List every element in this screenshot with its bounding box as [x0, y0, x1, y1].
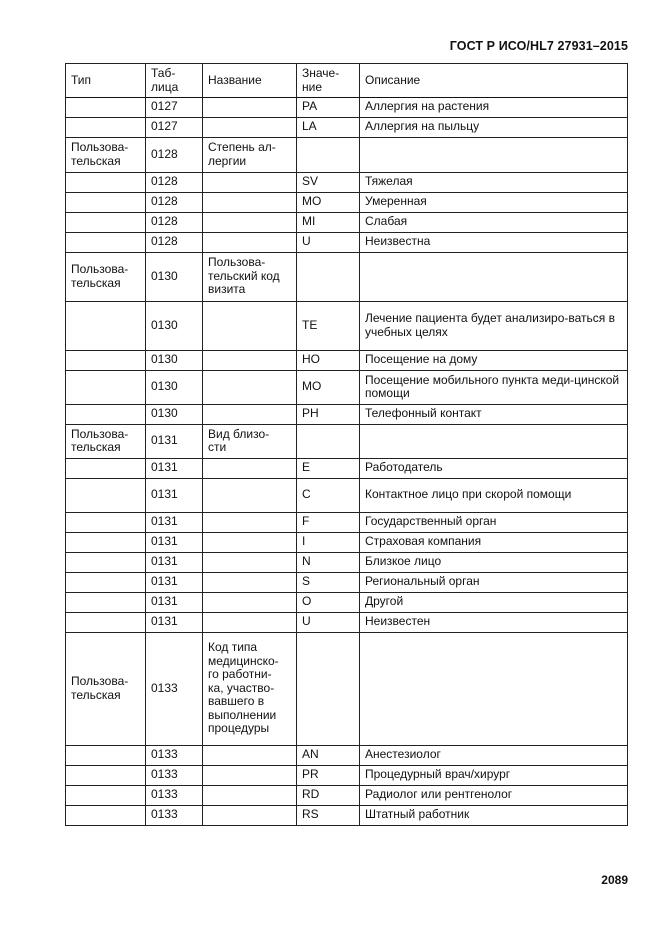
- cell-type: [66, 766, 146, 786]
- table-row: [66, 253, 628, 302]
- cell-value: [297, 253, 360, 302]
- cell-table: 0130: [146, 253, 203, 302]
- cell-value: PR: [297, 766, 360, 786]
- cell-type: [66, 193, 146, 213]
- cell-type: Пользова- тельская: [66, 425, 146, 459]
- cell-type: [66, 786, 146, 806]
- cell-type: Пользова- тельская: [66, 633, 146, 746]
- cell-name: [203, 806, 297, 826]
- cell-value: RS: [297, 806, 360, 826]
- table-row: [66, 371, 628, 405]
- table-row: [66, 479, 628, 513]
- cell-value: [297, 633, 360, 746]
- cell-type: [66, 533, 146, 553]
- cell-description: Посещение на дому: [360, 351, 628, 371]
- cell-name: Код типа медицинско- го работни- ка, участво- вавшего в выполнении процедуры: [203, 633, 297, 746]
- cell-name: Вид близо- сти: [203, 425, 297, 459]
- cell-value: PH: [297, 405, 360, 425]
- cell-name: [203, 405, 297, 425]
- cell-value: [297, 425, 360, 459]
- cell-table: 0127: [146, 118, 203, 138]
- cell-value: F: [297, 513, 360, 533]
- cell-table: 0131: [146, 593, 203, 613]
- cell-table: 0130: [146, 405, 203, 425]
- cell-value: MI: [297, 213, 360, 233]
- cell-name: Степень ал- лергии: [203, 138, 297, 173]
- cell-name: [203, 533, 297, 553]
- cell-name: [203, 786, 297, 806]
- cell-value: [297, 138, 360, 173]
- cell-description: Умеренная: [360, 193, 628, 213]
- cell-description: Неизвестна: [360, 233, 628, 253]
- cell-table: 0133: [146, 806, 203, 826]
- table-row: [66, 405, 628, 425]
- cell-table: 0127: [146, 98, 203, 118]
- cell-description: Работодатель: [360, 459, 628, 479]
- cell-type: [66, 371, 146, 405]
- cell-type: [66, 173, 146, 193]
- cell-description: Страховая компания: [360, 533, 628, 553]
- table-row: [66, 425, 628, 459]
- cell-type: [66, 479, 146, 513]
- cell-description: Процедурный врач/хирург: [360, 766, 628, 786]
- cell-name: [203, 479, 297, 513]
- cell-name: [203, 351, 297, 371]
- cell-name: [203, 513, 297, 533]
- cell-table: 0130: [146, 351, 203, 371]
- cell-description: [360, 633, 628, 746]
- column-header-type: Тип: [66, 64, 146, 98]
- cell-name: Пользова- тельский код визита: [203, 253, 297, 302]
- cell-type: [66, 573, 146, 593]
- cell-value: U: [297, 613, 360, 633]
- cell-table: 0131: [146, 479, 203, 513]
- table-row: [66, 573, 628, 593]
- cell-type: [66, 118, 146, 138]
- cell-description: Региональный орган: [360, 573, 628, 593]
- cell-type: [66, 302, 146, 351]
- cell-name: [203, 553, 297, 573]
- cell-table: 0133: [146, 746, 203, 766]
- code-table: [65, 63, 628, 826]
- table-row: [66, 193, 628, 213]
- page-number: 2089: [601, 873, 628, 887]
- table-row: [66, 138, 628, 173]
- cell-description: Посещение мобильного пункта меди-цинской помощи: [360, 371, 628, 405]
- cell-value: MO: [297, 371, 360, 405]
- table-row: [66, 533, 628, 553]
- cell-description: Близкое лицо: [360, 553, 628, 573]
- cell-name: [203, 371, 297, 405]
- cell-value: LA: [297, 118, 360, 138]
- cell-value: HO: [297, 351, 360, 371]
- column-header-name: Название: [203, 64, 297, 98]
- cell-description: Слабая: [360, 213, 628, 233]
- column-header-table: Таб- лица: [146, 64, 203, 98]
- cell-value: C: [297, 479, 360, 513]
- table-row: [66, 593, 628, 613]
- cell-value: SV: [297, 173, 360, 193]
- cell-table: 0128: [146, 173, 203, 193]
- cell-type: [66, 806, 146, 826]
- cell-description: [360, 425, 628, 459]
- table-row: [66, 459, 628, 479]
- table-row: [66, 513, 628, 533]
- cell-table: 0130: [146, 302, 203, 351]
- table-row: [66, 633, 628, 746]
- cell-value: E: [297, 459, 360, 479]
- cell-type: [66, 405, 146, 425]
- cell-name: [203, 213, 297, 233]
- table-header-row: [66, 64, 628, 98]
- cell-description: Анестезиолог: [360, 746, 628, 766]
- table-row: [66, 766, 628, 786]
- cell-name: [203, 593, 297, 613]
- cell-value: RD: [297, 786, 360, 806]
- table-row: [66, 553, 628, 573]
- table-row: [66, 351, 628, 371]
- cell-name: [203, 173, 297, 193]
- cell-type: [66, 459, 146, 479]
- cell-value: TE: [297, 302, 360, 351]
- cell-name: [203, 766, 297, 786]
- table-row: [66, 613, 628, 633]
- table-row: [66, 213, 628, 233]
- cell-value: O: [297, 593, 360, 613]
- cell-name: [203, 573, 297, 593]
- cell-type: [66, 351, 146, 371]
- cell-description: Телефонный контакт: [360, 405, 628, 425]
- cell-name: [203, 746, 297, 766]
- cell-table: 0131: [146, 533, 203, 553]
- cell-type: [66, 553, 146, 573]
- cell-value: PA: [297, 98, 360, 118]
- table-row: [66, 173, 628, 193]
- cell-name: [203, 118, 297, 138]
- table-row: [66, 98, 628, 118]
- cell-type: [66, 613, 146, 633]
- cell-table: 0131: [146, 613, 203, 633]
- cell-type: [66, 233, 146, 253]
- document-header: ГОСТ Р ИСО/HL7 27931–2015: [449, 39, 628, 53]
- cell-value: S: [297, 573, 360, 593]
- cell-description: Контактное лицо при скорой помощи: [360, 479, 628, 513]
- cell-name: [203, 302, 297, 351]
- cell-type: [66, 746, 146, 766]
- table-row: [66, 118, 628, 138]
- cell-type: [66, 593, 146, 613]
- cell-table: 0131: [146, 553, 203, 573]
- cell-description: Государственный орган: [360, 513, 628, 533]
- cell-type: [66, 213, 146, 233]
- cell-table: 0128: [146, 193, 203, 213]
- cell-description: [360, 138, 628, 173]
- table-row: [66, 786, 628, 806]
- cell-type: [66, 98, 146, 118]
- cell-table: 0131: [146, 425, 203, 459]
- cell-table: 0131: [146, 459, 203, 479]
- cell-description: Штатный работник: [360, 806, 628, 826]
- cell-description: Аллергия на пыльцу: [360, 118, 628, 138]
- cell-description: Другой: [360, 593, 628, 613]
- cell-description: Неизвестен: [360, 613, 628, 633]
- cell-table: 0131: [146, 513, 203, 533]
- cell-name: [203, 193, 297, 213]
- table-row: [66, 746, 628, 766]
- cell-description: [360, 253, 628, 302]
- cell-name: [203, 613, 297, 633]
- table-row: [66, 233, 628, 253]
- column-header-value: Значе- ние: [297, 64, 360, 98]
- cell-description: Аллергия на растения: [360, 98, 628, 118]
- cell-table: 0128: [146, 213, 203, 233]
- cell-type: Пользова- тельская: [66, 138, 146, 173]
- cell-table: 0128: [146, 233, 203, 253]
- cell-table: 0133: [146, 766, 203, 786]
- cell-table: 0131: [146, 573, 203, 593]
- cell-table: 0133: [146, 633, 203, 746]
- cell-name: [203, 233, 297, 253]
- cell-value: I: [297, 533, 360, 553]
- cell-table: 0128: [146, 138, 203, 173]
- cell-value: N: [297, 553, 360, 573]
- cell-value: AN: [297, 746, 360, 766]
- table-row: [66, 806, 628, 826]
- cell-name: [203, 98, 297, 118]
- cell-name: [203, 459, 297, 479]
- cell-type: Пользова- тельская: [66, 253, 146, 302]
- cell-table: 0130: [146, 371, 203, 405]
- cell-description: Радиолог или рентгенолог: [360, 786, 628, 806]
- table-row: [66, 302, 628, 351]
- cell-value: U: [297, 233, 360, 253]
- cell-value: MO: [297, 193, 360, 213]
- cell-table: 0133: [146, 786, 203, 806]
- cell-description: Тяжелая: [360, 173, 628, 193]
- cell-description: Лечение пациента будет анализиро-ваться в учебных целях: [360, 302, 628, 351]
- cell-type: [66, 513, 146, 533]
- column-header-description: Описание: [360, 64, 628, 98]
